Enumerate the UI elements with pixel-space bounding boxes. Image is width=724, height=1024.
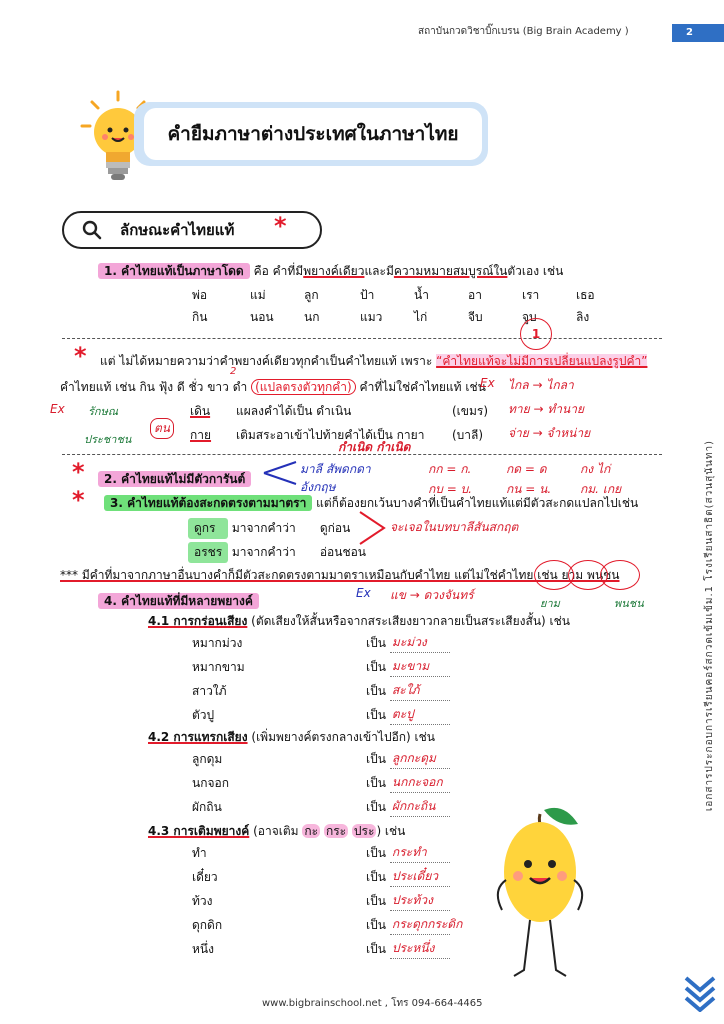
sub-answer: ประท้วง (391, 893, 433, 907)
sub-answer: กระดุกกระดิก (391, 917, 463, 931)
word-cell: ป้า (360, 288, 375, 302)
sub-row (192, 658, 450, 677)
asterisk-mark: * (72, 486, 85, 514)
sub3-text-b: ) เช่น (376, 824, 406, 838)
word-cell: แมว (360, 310, 383, 324)
handwritten-note: รักษณ (88, 405, 119, 418)
sub-word: หมากขาม (192, 660, 245, 674)
sub-word: ท้วง (192, 894, 213, 908)
point3-label: 3. คำไทยแท้ต้องสะกดตรงตามมาตรา (104, 495, 312, 511)
word-cell: อา (468, 288, 482, 302)
sub-is: เป็น (366, 846, 386, 860)
sub3-affix: กระ (325, 824, 347, 838)
side-caption-text: เอกสารประกอบการเรียนคอร์สกวดเข้มเข้ม.1 โรงเรียนสาธิต(สวนสุนันทา) (704, 440, 715, 812)
sub-answer: ประหนึ่ง (391, 941, 435, 955)
sub-word: ผักถิน (192, 800, 222, 814)
sub-is: เป็น (366, 684, 386, 698)
sub1-desc: (ตัดเสียงให้สั้นหรือจากสระเสียงยาวกลายเป็นสระเสียงสั้น) เช่น (251, 614, 570, 628)
circled-number: 1 (520, 318, 552, 350)
ex-desc: เติมสระอาเข้าไปท้ายคำได้เป็น กายา (236, 428, 425, 442)
answer-blank[interactable] (390, 845, 450, 863)
sub2-heading (148, 728, 435, 747)
sub3-affix: กะ (304, 824, 319, 838)
ex-lang: (บาลี) (452, 428, 484, 442)
sub-is: เป็น (366, 708, 386, 722)
handwritten-note: กก = ก. (428, 462, 472, 476)
handwritten-note: กน = น. (506, 482, 552, 496)
word-cell: นก (304, 310, 320, 324)
sub2-desc: (เพิ่มพยางค์ตรงกลางเข้าไปอีก) เช่น (251, 730, 435, 744)
sub-is: เป็น (366, 636, 386, 650)
point3-ex-orig: อ่อนชอน (319, 545, 366, 559)
point3-ex-desc: มาจากคำว่า (231, 545, 296, 559)
word-cell: จีบ (468, 310, 483, 324)
divider (62, 338, 662, 339)
asterisk-mark: * (274, 212, 287, 240)
answer-blank[interactable] (390, 893, 450, 911)
note1-line1 (100, 352, 647, 371)
point1-text-a: คือ คำที่มี (253, 264, 304, 278)
answer-blank[interactable] (390, 799, 450, 817)
point1-underline-a: พยางค์เดียว (303, 264, 365, 278)
sub-row (192, 868, 450, 887)
ex-word-row (190, 426, 483, 445)
handwritten-note: กบ = บ. (428, 482, 472, 496)
answer-blank[interactable] (390, 683, 450, 701)
handwritten-note: ไกล → ไกลา (508, 378, 574, 392)
answer-blank[interactable] (390, 635, 450, 653)
sub-is: เป็น (366, 800, 386, 814)
handwritten-note: Ex (50, 402, 65, 416)
sub-word: เดี๋ยว (192, 870, 218, 884)
section-heading: ลักษณะคำไทยแท้ (120, 221, 235, 239)
word-cell: แม่ (250, 288, 266, 302)
point1-underline-b: ความหมายสมบูรณ์ใน (393, 264, 508, 278)
sub-answer: ลูกกะดุม (391, 751, 436, 765)
point3-text: แต่ก็ต้องยกเว้นบางคำที่เป็นคำไทยแท้แต่มีตัวสะกดแปลกไปเช่น (316, 496, 639, 510)
handwritten-note: แข → ดวงจันทร์ (390, 588, 474, 602)
point4-label: 4. คำไทยแท้ที่มีหลายพยางค์ (98, 593, 259, 609)
note1-line2 (60, 378, 486, 397)
word-row-2 (192, 308, 630, 327)
sub-answer: มะม่วง (391, 635, 427, 649)
sub-answer: กระทำ (391, 845, 427, 859)
sub-answer: มะขาม (391, 659, 430, 673)
handwritten-note: จะเจอในบทบาลีสันสกฤต (390, 520, 519, 534)
sub-is: เป็น (366, 870, 386, 884)
handwritten-note: ประชาชน (84, 433, 132, 446)
sub-is: เป็น (366, 894, 386, 908)
ex-desc: แผลงคำได้เป็น ดำเนิน (236, 404, 352, 418)
sub-is: เป็น (366, 752, 386, 766)
sub-row (192, 916, 463, 935)
handwritten-note: กด = ด (506, 462, 547, 476)
handwritten-note: ยาม (540, 597, 560, 610)
handwritten-number: 2 (230, 366, 237, 377)
sub-row (192, 892, 450, 911)
point3-ex-word: อรชร (188, 542, 228, 563)
point3-ex-orig: ดูก่อน (319, 521, 351, 535)
arrow-annotation (262, 458, 298, 488)
answer-blank[interactable] (390, 751, 450, 769)
sub-row (192, 798, 450, 817)
page-number: 2 (672, 24, 724, 42)
sub-row (192, 634, 450, 653)
sub-answer: ผักกะถิน (391, 799, 436, 813)
side-caption (702, 440, 718, 960)
sub-answer: ตะปู (391, 707, 414, 721)
circle-annotation (600, 560, 640, 590)
word-cell: จูบ (522, 310, 537, 324)
word-cell: นอน (250, 310, 274, 324)
sub1-title: 4.1 การกร่อนเสียง (148, 614, 248, 628)
sub-is: เป็น (366, 776, 386, 790)
word-cell: กิน (192, 310, 208, 324)
answer-blank[interactable] (390, 707, 450, 725)
ex-word: กาย (190, 428, 212, 442)
point2-line (98, 470, 251, 489)
sub-answer: สะใภ้ (391, 683, 420, 697)
word-cell: ไก่ (414, 310, 428, 324)
point1-label: 1. คำไทยแท้เป็นภาษาโดด (98, 263, 250, 279)
word-row-1 (192, 286, 630, 305)
sub-word: ตัวปู (192, 708, 215, 722)
handwritten-note: อังกฤษ (300, 480, 336, 494)
note1-paren: (แปลตรงตัวทุกคำ) (251, 379, 356, 395)
sub-word: ลูกดุม (192, 752, 223, 766)
point2-label: 2. คำไทยแท้ไม่มีตัวการันต์ (98, 471, 251, 487)
handwritten-note: กำเนิด กำเนิด (338, 440, 411, 454)
answer-blank[interactable] (390, 869, 450, 887)
note1-quote: “คำไทยแท้จะไม่มีการเปลี่ยนแปลงรูปคำ” (436, 354, 648, 368)
sub-row (192, 940, 450, 959)
sub-row (192, 682, 450, 701)
sub-row (192, 706, 450, 725)
handwritten-note: Ex (356, 586, 371, 600)
sub-word: ดุกดิก (192, 918, 223, 932)
point1-line (98, 262, 563, 281)
sub-answer: นกกะจอก (391, 775, 443, 789)
point3-ex-word: ดูกร (188, 518, 228, 539)
point3-ex-row (188, 518, 350, 539)
sub-word: หมากม่วง (192, 636, 243, 650)
handwritten-note: Ex (480, 376, 495, 390)
handwritten-note: กม. เกย (580, 482, 622, 496)
word-cell: พ่อ (192, 288, 208, 302)
sub1-heading (148, 612, 570, 631)
answer-blank[interactable] (390, 917, 463, 935)
sub3-affix: ประ (353, 824, 375, 838)
word-cell: เรา (522, 288, 540, 302)
sub-is: เป็น (366, 660, 386, 674)
handwritten-note: จ่าย → จำหน่าย (508, 426, 591, 440)
sub-word: ทำ (192, 846, 207, 860)
asterisk-mark: * (74, 342, 87, 370)
footer: www.bigbrainschool.net , โทร 094-664-4465 (262, 998, 483, 1009)
point1-text-c: ตัวเอง เช่น (507, 264, 564, 278)
search-icon (82, 220, 102, 240)
sub3-heading (148, 822, 405, 841)
ex-word: เดิน (190, 404, 211, 418)
word-cell: น้ำ (414, 288, 429, 302)
page-title: คำยืมภาษาต่างประเทศในภาษาไทย (144, 108, 482, 160)
note1-examples: คำไทยแท้ เช่น กิน ฟุ้ง ดี ชั่ว ขาว ดำ (60, 380, 248, 394)
arrow-annotation (358, 508, 388, 548)
mango-mascot-icon (490, 800, 590, 1000)
point3-ex-row (188, 542, 366, 563)
sub-row (192, 750, 450, 769)
point4-line (98, 592, 259, 611)
note2-line: *** มีคำที่มาจากภาษาอื่นบางคำก็มีตัวสะกดตรงตามมาตราเหมือนกับคำไทย แต่ไม่ใช่คำไทย เช่น ยาม พนชน (60, 568, 620, 582)
sub-word: หนึ่ง (192, 942, 214, 956)
asterisk-mark: * (72, 458, 85, 486)
handwritten-note: ทาย → ทำนาย (508, 402, 584, 416)
word-cell: ลูก (304, 288, 319, 302)
ex-word-row (190, 402, 488, 421)
sub-is: เป็น (366, 942, 386, 956)
title-box (134, 102, 488, 166)
sub2-title: 4.2 การแทรกเสียง (148, 730, 248, 744)
sub-row (192, 844, 450, 863)
answer-blank[interactable] (390, 659, 450, 677)
sub-word: สาวใภ้ (192, 684, 227, 698)
handwritten-note: มาลี สัพดกดา (300, 462, 371, 476)
handwritten-note: กง ไก่ (580, 462, 611, 476)
word-cell: เธอ (576, 288, 595, 302)
sub-answer: ประเดี๋ยว (391, 869, 439, 883)
point1-text-b: และมี (364, 264, 394, 278)
answer-blank[interactable] (390, 775, 450, 793)
sub-row (192, 774, 450, 793)
handwritten-note: พนชน (614, 597, 644, 610)
header-academy: สถาบันกวดวิชาบิ๊กเบรน (Big Brain Academy ) (418, 26, 629, 37)
sub3-title: 4.3 การเติมพยางค์ (148, 824, 250, 838)
sub-is: เป็น (366, 918, 386, 932)
note1-text: แต่ ไม่ได้หมายความว่าคำพยางค์เดียวทุกคำเป็นคำไทยแท้ เพราะ (100, 354, 433, 368)
handwritten-note: ตน (150, 418, 174, 439)
word-cell: ลิง (576, 310, 590, 324)
chevron-down-icon (680, 972, 720, 1012)
answer-blank[interactable] (390, 941, 450, 959)
point3-ex-desc: มาจากคำว่า (231, 521, 296, 535)
sub3-text-a: (อาจเติม (253, 824, 299, 838)
ex-lang: (เขมร) (452, 404, 489, 418)
sub-word: นกจอก (192, 776, 229, 790)
note1-nonthai: คำที่ไม่ใช่คำไทยแท้ เช่น (359, 380, 486, 394)
